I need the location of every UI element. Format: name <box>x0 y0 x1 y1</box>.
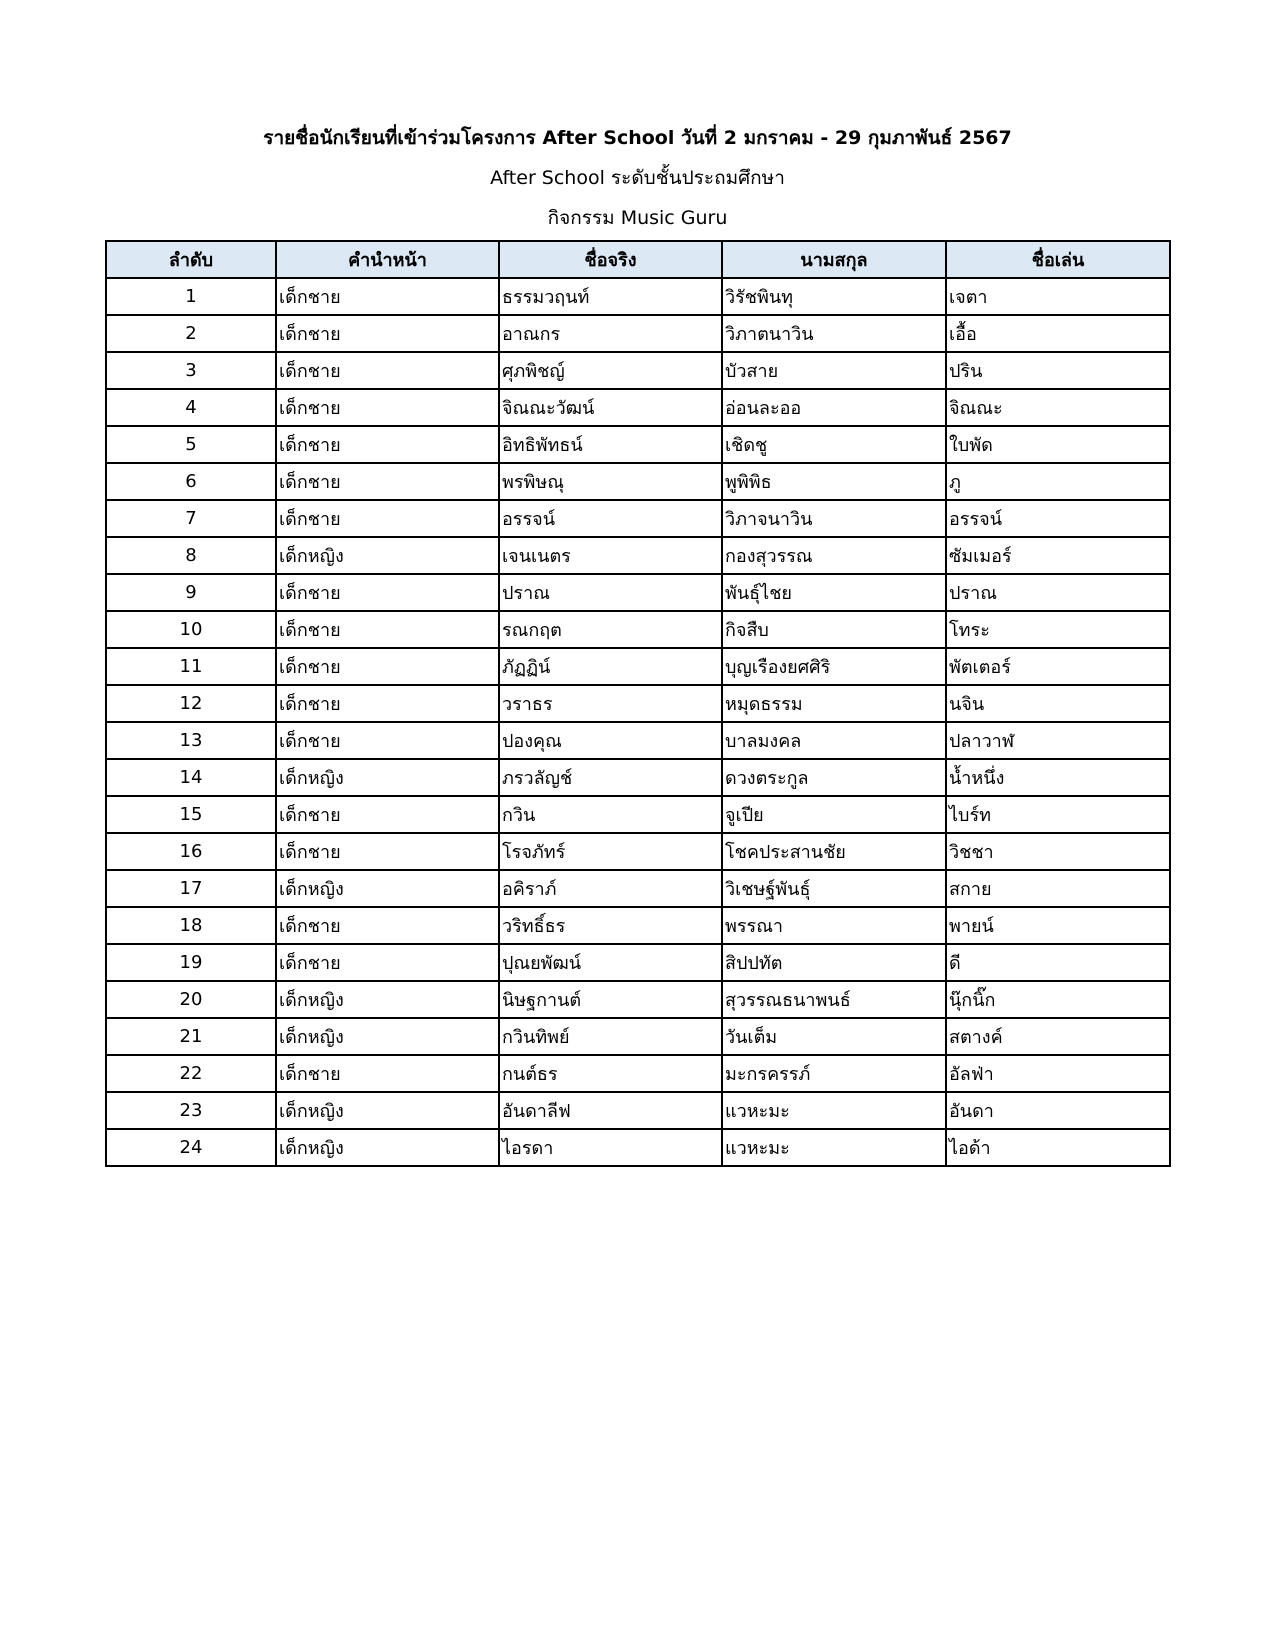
cell-first-name: ปุณยพัฒน์ <box>499 944 722 981</box>
cell-first-name: โรจภัทร์ <box>499 833 722 870</box>
cell-nickname: โทระ <box>946 611 1170 648</box>
cell-nickname: เอื้อ <box>946 315 1170 352</box>
table-row <box>106 352 1170 389</box>
cell-prefix: เด็กชาย <box>276 500 499 537</box>
cell-nickname: ไอด้า <box>946 1129 1170 1166</box>
cell-first-name: วราธร <box>499 685 722 722</box>
cell-order: 21 <box>106 1018 276 1055</box>
cell-prefix: เด็กหญิง <box>276 1092 499 1129</box>
cell-nickname: อัลฟ่า <box>946 1055 1170 1092</box>
table-row <box>106 463 1170 500</box>
cell-nickname: ภู <box>946 463 1170 500</box>
cell-prefix: เด็กหญิง <box>276 981 499 1018</box>
table-row <box>106 278 1170 315</box>
cell-order: 15 <box>106 796 276 833</box>
cell-last-name: บาลมงคล <box>722 722 946 759</box>
cell-nickname: ปราณ <box>946 574 1170 611</box>
cell-nickname: เจตา <box>946 278 1170 315</box>
cell-first-name: อันดาลีฟ <box>499 1092 722 1129</box>
cell-prefix: เด็กชาย <box>276 907 499 944</box>
table-row <box>106 833 1170 870</box>
cell-first-name: เจนเนตร <box>499 537 722 574</box>
cell-nickname: พายน์ <box>946 907 1170 944</box>
cell-first-name: ภรวลัญช์ <box>499 759 722 796</box>
cell-prefix: เด็กชาย <box>276 796 499 833</box>
cell-order: 17 <box>106 870 276 907</box>
table-row <box>106 796 1170 833</box>
cell-last-name: กองสุวรรณ <box>722 537 946 574</box>
cell-first-name: กวินทิพย์ <box>499 1018 722 1055</box>
document-subtitle: After School ระดับชั้นประถมศึกษา <box>490 167 785 189</box>
cell-last-name: บุญเรืองยศศิริ <box>722 648 946 685</box>
document-title: รายชื่อนักเรียนที่เข้าร่วมโครงการ After School วันที่ 2 มกราคม - 29 กุมภาพันธ์ 2567 <box>263 127 1012 149</box>
cell-last-name: แวหะมะ <box>722 1092 946 1129</box>
cell-last-name: พูพิพิธ <box>722 463 946 500</box>
cell-nickname: ดี <box>946 944 1170 981</box>
cell-prefix: เด็กชาย <box>276 278 499 315</box>
student-roster-table <box>105 240 1171 1167</box>
cell-nickname: จิณณะ <box>946 389 1170 426</box>
cell-nickname: นุ๊กนิ๊ก <box>946 981 1170 1018</box>
cell-order: 22 <box>106 1055 276 1092</box>
cell-first-name: ศุภพิชญ์ <box>499 352 722 389</box>
cell-nickname: ไบร์ท <box>946 796 1170 833</box>
cell-last-name: พรรณา <box>722 907 946 944</box>
cell-last-name: ดวงตระกูล <box>722 759 946 796</box>
cell-last-name: แวหะมะ <box>722 1129 946 1166</box>
table-row <box>106 1055 1170 1092</box>
header-order: ลำดับ <box>106 241 276 278</box>
cell-order: 10 <box>106 611 276 648</box>
table-row <box>106 981 1170 1018</box>
cell-nickname: ใบพัด <box>946 426 1170 463</box>
cell-nickname: สตางค์ <box>946 1018 1170 1055</box>
cell-first-name: ปองคุณ <box>499 722 722 759</box>
cell-last-name: วิภาตนาวิน <box>722 315 946 352</box>
cell-order: 6 <box>106 463 276 500</box>
cell-first-name: จิณณะวัฒน์ <box>499 389 722 426</box>
cell-last-name: อ่อนละออ <box>722 389 946 426</box>
cell-nickname: วิชชา <box>946 833 1170 870</box>
cell-prefix: เด็กชาย <box>276 833 499 870</box>
cell-order: 8 <box>106 537 276 574</box>
cell-nickname: ซัมเมอร์ <box>946 537 1170 574</box>
cell-first-name: ภัฏฏิน์ <box>499 648 722 685</box>
cell-last-name: เชิดชู <box>722 426 946 463</box>
header-last-name: นามสกุล <box>722 241 946 278</box>
cell-nickname: อรรจน์ <box>946 500 1170 537</box>
cell-prefix: เด็กชาย <box>276 352 499 389</box>
cell-first-name: อคิราภ์ <box>499 870 722 907</box>
cell-last-name: สิปปทัต <box>722 944 946 981</box>
cell-last-name: สุวรรณธนาพนธ์ <box>722 981 946 1018</box>
cell-prefix: เด็กหญิง <box>276 870 499 907</box>
cell-order: 20 <box>106 981 276 1018</box>
cell-last-name: วิเชษฐ์พันธุ์ <box>722 870 946 907</box>
cell-last-name: พันธุ์ไชย <box>722 574 946 611</box>
cell-nickname: นจิน <box>946 685 1170 722</box>
cell-nickname: ปริน <box>946 352 1170 389</box>
cell-nickname: น้ำหนึ่ง <box>946 759 1170 796</box>
cell-order: 4 <box>106 389 276 426</box>
cell-first-name: พรพิษณุ <box>499 463 722 500</box>
table-row <box>106 944 1170 981</box>
cell-last-name: มะกรครรภ์ <box>722 1055 946 1092</box>
cell-nickname: อันดา <box>946 1092 1170 1129</box>
cell-prefix: เด็กชาย <box>276 648 499 685</box>
cell-last-name: หมุดธรรม <box>722 685 946 722</box>
cell-order: 18 <box>106 907 276 944</box>
cell-prefix: เด็กหญิง <box>276 1018 499 1055</box>
table-row <box>106 759 1170 796</box>
cell-prefix: เด็กชาย <box>276 426 499 463</box>
cell-first-name: รณกฤต <box>499 611 722 648</box>
table-row <box>106 1018 1170 1055</box>
cell-nickname: สกาย <box>946 870 1170 907</box>
activity-name: กิจกรรม Music Guru <box>547 207 728 229</box>
cell-last-name: โชคประสานชัย <box>722 833 946 870</box>
cell-first-name: ธรรมวฤนท์ <box>499 278 722 315</box>
cell-order: 24 <box>106 1129 276 1166</box>
cell-order: 19 <box>106 944 276 981</box>
cell-order: 1 <box>106 278 276 315</box>
cell-prefix: เด็กหญิง <box>276 537 499 574</box>
cell-last-name: วันเต็ม <box>722 1018 946 1055</box>
table-row <box>106 685 1170 722</box>
table-body <box>106 278 1170 1166</box>
cell-order: 14 <box>106 759 276 796</box>
table-row <box>106 500 1170 537</box>
cell-first-name: วริทธิ์ธร <box>499 907 722 944</box>
table-row <box>106 722 1170 759</box>
cell-prefix: เด็กชาย <box>276 463 499 500</box>
cell-last-name: บัวสาย <box>722 352 946 389</box>
table-row <box>106 648 1170 685</box>
table-row <box>106 389 1170 426</box>
title-block <box>0 118 1275 238</box>
cell-order: 2 <box>106 315 276 352</box>
cell-last-name: วิภาจนาวิน <box>722 500 946 537</box>
table-row <box>106 870 1170 907</box>
header-first-name: ชื่อจริง <box>499 241 722 278</box>
cell-first-name: อิทธิพัทธน์ <box>499 426 722 463</box>
table-row <box>106 537 1170 574</box>
cell-prefix: เด็กหญิง <box>276 759 499 796</box>
cell-first-name: ไอรดา <box>499 1129 722 1166</box>
cell-prefix: เด็กชาย <box>276 1055 499 1092</box>
cell-prefix: เด็กชาย <box>276 389 499 426</box>
cell-order: 7 <box>106 500 276 537</box>
table-row <box>106 1129 1170 1166</box>
cell-first-name: กวิน <box>499 796 722 833</box>
cell-order: 23 <box>106 1092 276 1129</box>
header-nickname: ชื่อเล่น <box>946 241 1170 278</box>
cell-first-name: ปราณ <box>499 574 722 611</box>
cell-last-name: จูเปีย <box>722 796 946 833</box>
table-row <box>106 1092 1170 1129</box>
cell-order: 5 <box>106 426 276 463</box>
cell-last-name: กิจสืบ <box>722 611 946 648</box>
cell-order: 3 <box>106 352 276 389</box>
cell-prefix: เด็กชาย <box>276 722 499 759</box>
cell-first-name: อาณกร <box>499 315 722 352</box>
cell-first-name: กนต์ธร <box>499 1055 722 1092</box>
cell-nickname: ปลาวาฬ <box>946 722 1170 759</box>
cell-prefix: เด็กชาย <box>276 315 499 352</box>
cell-nickname: พัตเตอร์ <box>946 648 1170 685</box>
cell-last-name: วิรัชพินทุ <box>722 278 946 315</box>
header-prefix: คำนำหน้า <box>276 241 499 278</box>
cell-first-name: นิษฐกานต์ <box>499 981 722 1018</box>
cell-order: 9 <box>106 574 276 611</box>
table-row <box>106 574 1170 611</box>
cell-first-name: อรรจน์ <box>499 500 722 537</box>
cell-prefix: เด็กชาย <box>276 611 499 648</box>
table-row <box>106 315 1170 352</box>
table-header-row <box>106 241 1170 278</box>
cell-prefix: เด็กชาย <box>276 685 499 722</box>
table-row <box>106 907 1170 944</box>
cell-order: 12 <box>106 685 276 722</box>
cell-prefix: เด็กชาย <box>276 944 499 981</box>
table-row <box>106 426 1170 463</box>
cell-order: 16 <box>106 833 276 870</box>
cell-order: 13 <box>106 722 276 759</box>
cell-order: 11 <box>106 648 276 685</box>
table-row <box>106 611 1170 648</box>
cell-prefix: เด็กหญิง <box>276 1129 499 1166</box>
cell-prefix: เด็กชาย <box>276 574 499 611</box>
